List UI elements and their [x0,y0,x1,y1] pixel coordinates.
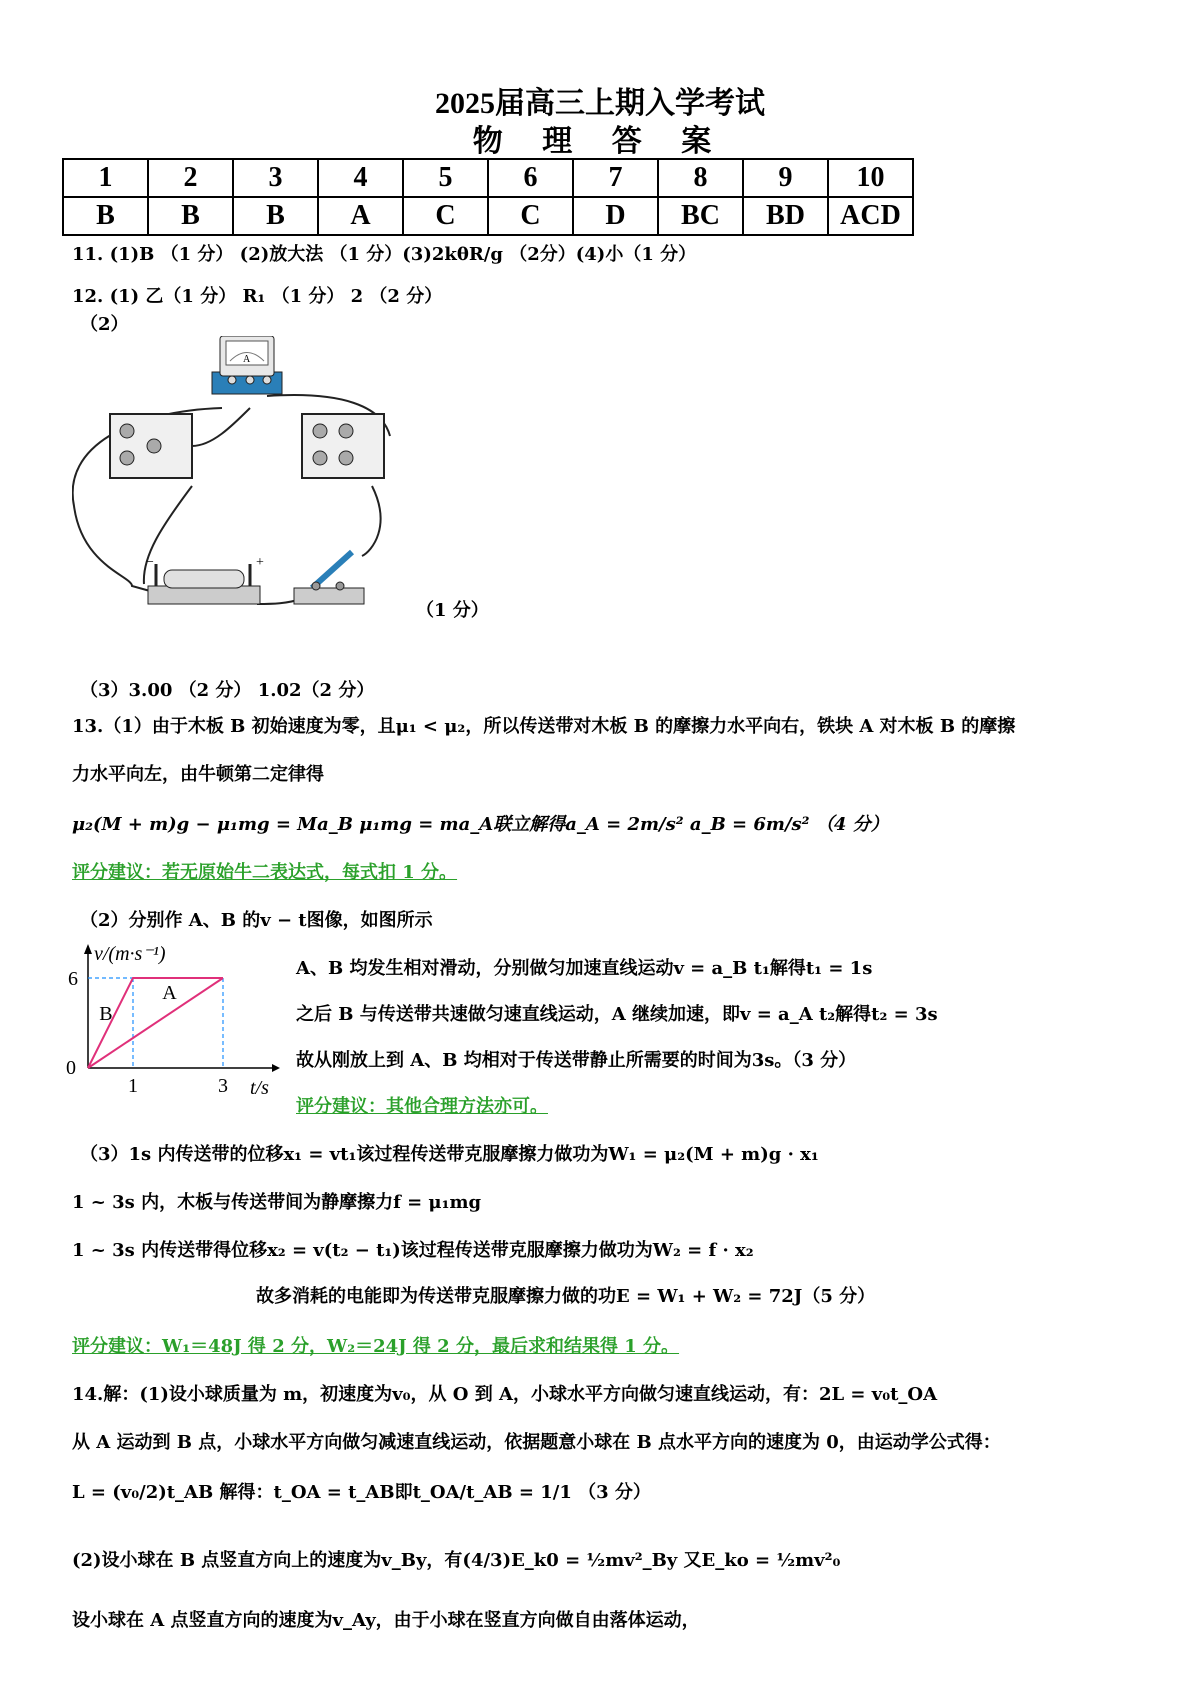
wire-battery2-to-switch [362,486,381,556]
q13-l1: 13.（1）由于木板 B 初始速度为零，且μ₁ < μ₂，所以传送带对木板 B 的摩擦力水平向右，铁块 A 对木板 B 的摩擦 [72,716,1016,737]
x-tick-label: 3 [218,1075,228,1097]
circuit-diagram [72,336,432,616]
y-axis-arrow [84,944,92,954]
question-number-cell: 4 [318,159,403,197]
answer-cell: D [573,197,658,235]
svg-text:−: − [146,555,154,570]
q12-line1: 12. (1) 乙（1 分） R₁ （1 分） 2 （2 分） [72,286,443,307]
q11-line: 11. (1)B （1 分） (2)放大法 （1 分）(3)2kθR/g （2分）(4)小（1 分） [72,244,697,265]
question-number-cell: 3 [233,159,318,197]
answer-table [62,158,914,236]
y-tick-label: 6 [68,968,78,990]
q12-line2: （2） [80,314,129,335]
question-number-cell: 6 [488,159,573,197]
answer-table-numbers-row [63,159,913,197]
ammeter [212,336,282,394]
series-label-B: B [99,1003,113,1025]
q13-l2: 力水平向左，由牛顿第二定律得 [72,764,324,785]
q14-l4: (2)设小球在 B 点竖直方向上的速度为v_By，有(4/3)E_k0 = ½mv²_By 又E_ko = ½mv²₀ [72,1550,841,1571]
answer-table-answers-row [63,197,913,235]
question-number-cell: 9 [743,159,828,197]
q14-l1: 14.解：(1)设小球质量为 m，初速度为v₀，从 O 到 A，小球水平方向做匀速直线运动，有：2L = v₀t_OA [72,1384,938,1405]
q13-r3: 故从刚放上到 A、B 均相对于传送带静止所需要的时间为3s。（3 分） [296,1050,857,1071]
answer-cell: ACD [828,197,913,235]
vt-graph [62,940,282,1100]
switch [294,552,364,604]
q13-l7: 1 ~ 3s 内传送带得位移x₂ = v(t₂ − t₁)该过程传送带克服摩擦力做功为W₂ = f · x₂ [72,1240,754,1261]
q13-grading-3: 评分建议：W₁＝48J 得 2 分，W₂＝24J 得 2 分，最后求和结果得 1 分。 [72,1336,680,1357]
q13-l5: （3）1s 内传送带的位移x₁ = vt₁该过程传送带克服摩擦力做功为W₁ = μ₂(M + m)g · x₁ [80,1144,819,1165]
battery-box-2 [302,414,384,478]
q13-grading-1: 评分建议：若无原始牛二表达式，每式扣 1 分。 [72,862,458,883]
x-tick-label: 0 [66,1057,76,1079]
rheostat [146,555,264,604]
q13-l8: 故多消耗的电能即为传送带克服摩擦力做的功E = W₁ + W₂ = 72J（5 分） [256,1286,876,1307]
answer-cell: B [63,197,148,235]
q13-r2: 之后 B 与传送带共速做匀速直线运动，A 继续加速，即v = a_A t₂解得t₂ = 3s [296,1004,938,1025]
q14-l5: 设小球在 A 点竖直方向的速度为v_Ay，由于小球在竖直方向做自由落体运动， [72,1610,700,1631]
q13-l4: （2）分别作 A、B 的v − t图像，如图所示 [80,910,433,931]
q13-r1: A、B 均发生相对滑动，分别做匀加速直线运动v = a_B t₁解得t₁ = 1s [296,958,873,979]
exam-title: 2025届高三上期入学考试 [435,87,765,120]
q13-l6: 1 ~ 3s 内，木板与传送带间为静摩擦力f = μ₁mg [72,1192,482,1213]
answer-cell: A [318,197,403,235]
series-label-A: A [162,982,177,1004]
svg-text:+: + [256,555,264,570]
answer-cell: B [148,197,233,235]
question-number-cell: 10 [828,159,913,197]
answer-cell: BD [743,197,828,235]
y-axis-label: v/(m·s⁻¹) [94,943,166,965]
exam-subtitle: 物 理 答 案 [472,125,728,158]
q14-l2: 从 A 运动到 B 点，小球水平方向做匀减速直线运动，依据题意小球在 B 点水平方向的速度为 0，由运动学公式得： [72,1432,1001,1453]
x-axis-label: t/s [250,1077,269,1099]
answer-cell: BC [658,197,743,235]
wire-ammeter-to-battery1 [192,408,250,446]
q12-circuit-score: （1 分） [416,600,489,621]
q12-line3: （3）3.00 （2 分） 1.02（2 分） [80,680,375,701]
answer-cell: C [488,197,573,235]
answer-cell: C [403,197,488,235]
question-number-cell: 5 [403,159,488,197]
q14-l3: L = (v₀/2)t_AB 解得：t_OA = t_AB即t_OA/t_AB = 1/1 （3 分） [72,1482,651,1503]
question-number-cell: 2 [148,159,233,197]
question-number-cell: 1 [63,159,148,197]
x-axis-arrow [272,1064,280,1072]
q13-grading-2: 评分建议：其他合理方法亦可。 [296,1096,548,1117]
q13-l3: μ₂(M + m)g − μ₁mg = Ma_B μ₁mg = ma_A联立解得a_A = 2m/s² a_B = 6m/s² （4 分） [72,814,889,835]
answer-cell: B [233,197,318,235]
ammeter-label: A [243,354,251,365]
x-tick-label: 1 [128,1075,138,1097]
question-number-cell: 8 [658,159,743,197]
battery-box-1 [110,414,192,478]
question-number-cell: 7 [573,159,658,197]
